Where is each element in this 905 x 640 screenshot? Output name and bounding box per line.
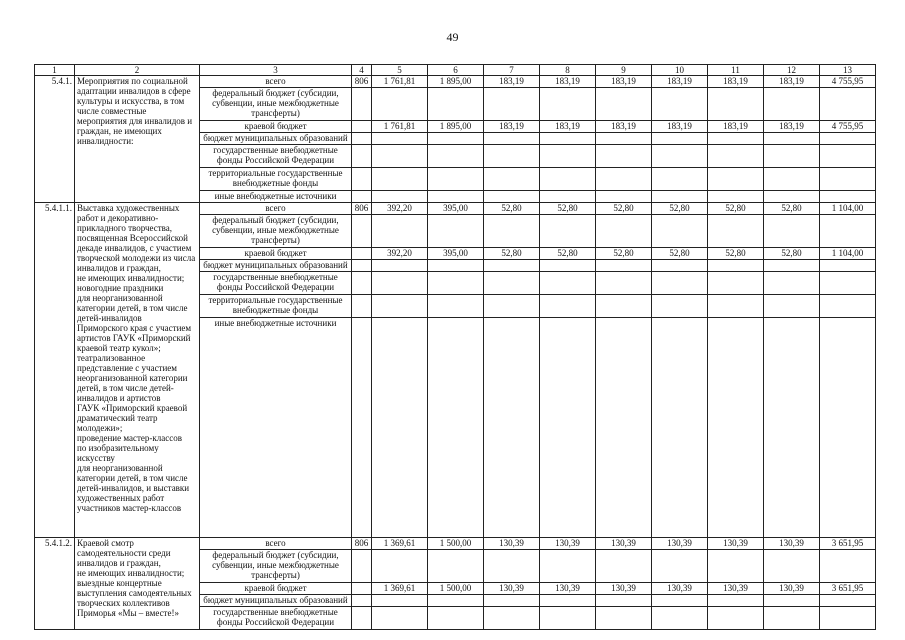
amount-cell xyxy=(764,168,820,191)
funding-source: иные внебюджетные источники xyxy=(200,191,352,203)
amount-cell: 183,19 xyxy=(764,121,820,133)
amount-cell xyxy=(428,550,484,583)
funding-source: государственные внебюджетные фонды Российской Федерации xyxy=(200,145,352,168)
funding-source: бюджет муниципальных образований xyxy=(200,595,352,607)
amount-cell: 1 761,81 xyxy=(372,76,428,88)
amount-cell xyxy=(428,318,484,538)
item-code: 5.4.1. xyxy=(35,76,75,203)
amount-cell: 392,20 xyxy=(372,203,428,215)
budget-table xyxy=(34,64,876,630)
amount-cell xyxy=(428,260,484,272)
funding-source: территориальные государственные внебюджетные фонды xyxy=(200,168,352,191)
amount-cell xyxy=(764,191,820,203)
col4-code xyxy=(352,607,372,630)
amount-cell xyxy=(764,550,820,583)
amount-cell: 52,80 xyxy=(764,248,820,260)
amount-cell: 183,19 xyxy=(652,121,708,133)
amount-cell xyxy=(540,133,596,145)
amount-cell xyxy=(596,595,652,607)
amount-cell xyxy=(428,607,484,630)
amount-cell xyxy=(540,191,596,203)
amount-cell: 1 104,00 xyxy=(820,248,876,260)
amount-cell xyxy=(652,318,708,538)
amount-cell xyxy=(820,550,876,583)
funding-source: краевой бюджет xyxy=(200,583,352,595)
amount-cell xyxy=(596,318,652,538)
amount-cell: 1 895,00 xyxy=(428,76,484,88)
amount-cell xyxy=(596,272,652,295)
amount-cell xyxy=(372,191,428,203)
item-name: Краевой смотр самодеятельности среди инвалидов и граждан, не имеющих инвалидности; выездные концертные выступления самодеятельных творческих коллективов Приморья «Мы – вместе!» xyxy=(75,538,200,630)
column-header: 5 xyxy=(372,65,428,76)
amount-cell: 183,19 xyxy=(764,76,820,88)
amount-cell xyxy=(372,168,428,191)
amount-cell xyxy=(764,260,820,272)
amount-cell: 183,19 xyxy=(540,121,596,133)
amount-cell: 52,80 xyxy=(484,248,540,260)
col4-code xyxy=(352,133,372,145)
page-number: 49 xyxy=(446,30,459,44)
amount-cell xyxy=(764,88,820,121)
col4-code xyxy=(352,550,372,583)
amount-cell: 130,39 xyxy=(596,583,652,595)
amount-cell: 130,39 xyxy=(540,583,596,595)
funding-source: территориальные государственные внебюджетные фонды xyxy=(200,295,352,318)
amount-cell xyxy=(540,550,596,583)
amount-cell xyxy=(484,295,540,318)
col4-code xyxy=(352,248,372,260)
amount-cell: 130,39 xyxy=(652,538,708,550)
amount-cell: 395,00 xyxy=(428,203,484,215)
funding-source: федеральный бюджет (субсидии, субвенции, иные межбюджетные трансферты) xyxy=(200,550,352,583)
col4-code xyxy=(352,318,372,538)
amount-cell xyxy=(484,133,540,145)
amount-cell xyxy=(596,550,652,583)
amount-cell xyxy=(652,607,708,630)
amount-cell xyxy=(428,272,484,295)
amount-cell xyxy=(484,318,540,538)
col4-code: 806 xyxy=(352,203,372,215)
amount-cell xyxy=(708,295,764,318)
amount-cell: 183,19 xyxy=(708,76,764,88)
amount-cell xyxy=(372,550,428,583)
funding-source: краевой бюджет xyxy=(200,121,352,133)
amount-cell: 183,19 xyxy=(540,76,596,88)
amount-cell xyxy=(820,145,876,168)
amount-cell xyxy=(652,191,708,203)
col4-code xyxy=(352,145,372,168)
amount-cell: 1 369,61 xyxy=(372,538,428,550)
col4-code xyxy=(352,121,372,133)
amount-cell xyxy=(484,607,540,630)
amount-cell xyxy=(540,168,596,191)
amount-cell xyxy=(372,272,428,295)
amount-cell xyxy=(708,550,764,583)
amount-cell xyxy=(764,133,820,145)
amount-cell: 52,80 xyxy=(596,203,652,215)
amount-cell: 52,80 xyxy=(596,248,652,260)
amount-cell xyxy=(652,215,708,248)
amount-cell xyxy=(708,88,764,121)
amount-cell xyxy=(484,168,540,191)
funding-source: краевой бюджет xyxy=(200,248,352,260)
amount-cell xyxy=(652,272,708,295)
amount-cell xyxy=(484,215,540,248)
amount-cell: 52,80 xyxy=(652,203,708,215)
funding-source: бюджет муниципальных образований xyxy=(200,260,352,272)
item-code: 5.4.1.2. xyxy=(35,538,75,630)
amount-cell: 52,80 xyxy=(484,203,540,215)
amount-cell xyxy=(820,191,876,203)
amount-cell: 183,19 xyxy=(484,76,540,88)
amount-cell xyxy=(428,295,484,318)
amount-cell xyxy=(428,133,484,145)
amount-cell xyxy=(596,215,652,248)
amount-cell xyxy=(484,88,540,121)
amount-cell xyxy=(484,272,540,295)
table-row xyxy=(35,538,876,550)
amount-cell xyxy=(652,295,708,318)
amount-cell: 1 500,00 xyxy=(428,538,484,550)
amount-cell xyxy=(708,318,764,538)
amount-cell: 1 104,00 xyxy=(820,203,876,215)
amount-cell: 130,39 xyxy=(764,538,820,550)
col4-code xyxy=(352,260,372,272)
col4-code xyxy=(352,191,372,203)
amount-cell: 1 761,81 xyxy=(372,121,428,133)
funding-source: федеральный бюджет (субсидии, субвенции, иные межбюджетные трансферты) xyxy=(200,215,352,248)
amount-cell: 183,19 xyxy=(652,76,708,88)
amount-cell xyxy=(596,607,652,630)
amount-cell xyxy=(652,88,708,121)
amount-cell xyxy=(708,215,764,248)
amount-cell xyxy=(820,168,876,191)
item-code: 5.4.1.1. xyxy=(35,203,75,538)
amount-cell xyxy=(540,88,596,121)
amount-cell: 183,19 xyxy=(596,121,652,133)
item-name: Выставка художественных работ и декоративно- прикладного творчества, посвященная Всероссийской декаде инвалидов, с участием творческой молодежи из числа инвалидов и граждан, не имеющих инвалидности; новогодние праздники для неорганизованной категории детей, в том числе детей-инвалидов Приморского края с участием артистов ГАУК «Приморский краевой театр кукол»; театрализованное представление с участием неорганизованной категории детей, в том числе детей- инвалидов и артистов ГАУК «Приморский краевой драматический театр молодежи»; проведение мастер-классов по изобразительному искусству для неорганизованной категории детей, в том числе детей-инвалидов, и выставки художественных работ участников мастер-классов xyxy=(75,203,200,538)
amount-cell: 3 651,95 xyxy=(820,538,876,550)
amount-cell xyxy=(372,133,428,145)
amount-cell: 183,19 xyxy=(484,121,540,133)
column-header: 13 xyxy=(820,65,876,76)
amount-cell xyxy=(652,133,708,145)
amount-cell xyxy=(372,295,428,318)
amount-cell: 130,39 xyxy=(596,538,652,550)
amount-cell xyxy=(596,133,652,145)
col4-code xyxy=(352,215,372,248)
amount-cell xyxy=(708,595,764,607)
amount-cell xyxy=(596,145,652,168)
funding-source: федеральный бюджет (субсидии, субвенции, иные межбюджетные трансферты) xyxy=(200,88,352,121)
column-header: 4 xyxy=(352,65,372,76)
funding-source: бюджет муниципальных образований xyxy=(200,133,352,145)
amount-cell xyxy=(708,607,764,630)
amount-cell: 52,80 xyxy=(652,248,708,260)
col4-code: 806 xyxy=(352,76,372,88)
amount-cell: 130,39 xyxy=(540,538,596,550)
amount-cell: 130,39 xyxy=(484,538,540,550)
column-header: 10 xyxy=(652,65,708,76)
amount-cell xyxy=(652,595,708,607)
amount-cell xyxy=(372,260,428,272)
header-row xyxy=(35,65,876,76)
amount-cell xyxy=(820,318,876,538)
amount-cell xyxy=(428,168,484,191)
col4-code xyxy=(352,295,372,318)
amount-cell xyxy=(428,595,484,607)
amount-cell xyxy=(596,191,652,203)
amount-cell xyxy=(708,191,764,203)
amount-cell xyxy=(764,595,820,607)
amount-cell xyxy=(708,260,764,272)
amount-cell xyxy=(652,550,708,583)
amount-cell xyxy=(372,145,428,168)
amount-cell: 52,80 xyxy=(540,203,596,215)
amount-cell: 4 755,95 xyxy=(820,76,876,88)
amount-cell: 52,80 xyxy=(540,248,596,260)
amount-cell: 1 895,00 xyxy=(428,121,484,133)
amount-cell xyxy=(596,295,652,318)
amount-cell xyxy=(484,260,540,272)
amount-cell: 3 651,95 xyxy=(820,583,876,595)
amount-cell xyxy=(484,550,540,583)
amount-cell xyxy=(596,88,652,121)
funding-source: иные внебюджетные источники xyxy=(200,318,352,538)
amount-cell: 1 500,00 xyxy=(428,583,484,595)
amount-cell xyxy=(764,215,820,248)
table-row xyxy=(35,203,876,215)
funding-source: всего xyxy=(200,76,352,88)
amount-cell xyxy=(372,88,428,121)
amount-cell xyxy=(652,168,708,191)
amount-cell xyxy=(540,272,596,295)
amount-cell: 1 369,61 xyxy=(372,583,428,595)
amount-cell xyxy=(428,88,484,121)
col4-code: 806 xyxy=(352,538,372,550)
amount-cell: 52,80 xyxy=(708,248,764,260)
amount-cell: 130,39 xyxy=(764,583,820,595)
amount-cell xyxy=(428,215,484,248)
amount-cell xyxy=(764,272,820,295)
amount-cell xyxy=(372,215,428,248)
amount-cell xyxy=(820,595,876,607)
funding-source: государственные внебюджетные фонды Российской Федерации xyxy=(200,272,352,295)
amount-cell xyxy=(540,595,596,607)
amount-cell xyxy=(820,88,876,121)
col4-code xyxy=(352,88,372,121)
amount-cell xyxy=(596,260,652,272)
amount-cell xyxy=(764,295,820,318)
amount-cell xyxy=(820,295,876,318)
amount-cell xyxy=(708,133,764,145)
funding-source: всего xyxy=(200,203,352,215)
col4-code xyxy=(352,595,372,607)
column-header: 6 xyxy=(428,65,484,76)
amount-cell xyxy=(820,607,876,630)
amount-cell xyxy=(764,318,820,538)
amount-cell xyxy=(540,145,596,168)
amount-cell: 52,80 xyxy=(764,203,820,215)
amount-cell xyxy=(596,168,652,191)
column-header: 7 xyxy=(484,65,540,76)
amount-cell xyxy=(372,318,428,538)
amount-cell xyxy=(540,318,596,538)
amount-cell xyxy=(540,295,596,318)
amount-cell xyxy=(764,145,820,168)
amount-cell: 183,19 xyxy=(596,76,652,88)
amount-cell xyxy=(372,607,428,630)
amount-cell xyxy=(428,145,484,168)
col4-code xyxy=(352,583,372,595)
amount-cell xyxy=(540,607,596,630)
column-header: 1 xyxy=(35,65,75,76)
amount-cell xyxy=(764,607,820,630)
amount-cell: 52,80 xyxy=(708,203,764,215)
amount-cell: 130,39 xyxy=(652,583,708,595)
column-header: 8 xyxy=(540,65,596,76)
column-header: 9 xyxy=(596,65,652,76)
col4-code xyxy=(352,272,372,295)
funding-source: всего xyxy=(200,538,352,550)
column-header: 12 xyxy=(764,65,820,76)
amount-cell xyxy=(708,168,764,191)
amount-cell xyxy=(540,260,596,272)
amount-cell: 392,20 xyxy=(372,248,428,260)
amount-cell: 130,39 xyxy=(484,583,540,595)
amount-cell xyxy=(540,215,596,248)
column-header: 2 xyxy=(75,65,200,76)
amount-cell xyxy=(484,191,540,203)
amount-cell xyxy=(820,272,876,295)
amount-cell xyxy=(652,260,708,272)
amount-cell xyxy=(428,191,484,203)
amount-cell xyxy=(708,272,764,295)
amount-cell xyxy=(820,260,876,272)
amount-cell xyxy=(484,595,540,607)
column-header: 11 xyxy=(708,65,764,76)
amount-cell xyxy=(820,215,876,248)
amount-cell xyxy=(820,133,876,145)
amount-cell xyxy=(652,145,708,168)
column-header: 3 xyxy=(200,65,352,76)
amount-cell: 183,19 xyxy=(708,121,764,133)
amount-cell xyxy=(372,595,428,607)
item-name: Мероприятия по социальной адаптации инвалидов в сфере культуры и искусства, в том числе совместные мероприятия для инвалидов и граждан, не имеющих инвалидности: xyxy=(75,76,200,203)
amount-cell: 395,00 xyxy=(428,248,484,260)
amount-cell: 4 755,95 xyxy=(820,121,876,133)
col4-code xyxy=(352,168,372,191)
amount-cell: 130,39 xyxy=(708,538,764,550)
amount-cell xyxy=(484,145,540,168)
amount-cell: 130,39 xyxy=(708,583,764,595)
funding-source: государственные внебюджетные фонды Российской Федерации xyxy=(200,607,352,630)
amount-cell xyxy=(708,145,764,168)
table-row xyxy=(35,76,876,88)
